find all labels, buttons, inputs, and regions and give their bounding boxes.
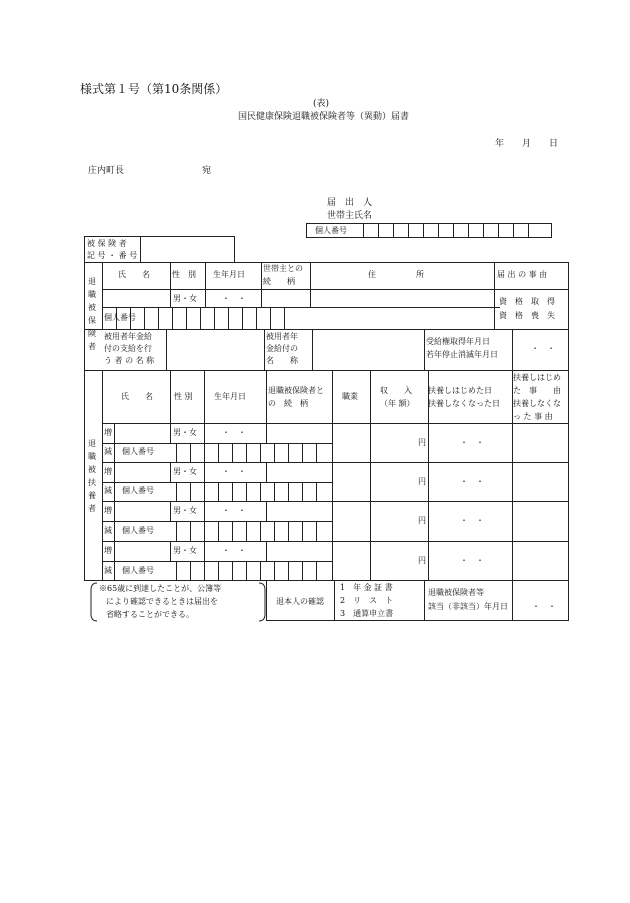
dependent-4-support-dots: ・ ・ (460, 556, 484, 565)
right-date-label-1: 受給権取得年月日 (426, 337, 490, 346)
dependent-1-increase[interactable]: 増 (104, 428, 112, 437)
right-date-label-2: 若年停止消滅年月日 (426, 350, 498, 359)
dependent-2-sex: 男・女 (173, 467, 197, 476)
dependent-1-birth-dots: ・ ・ (222, 428, 246, 437)
form-number: 様式第１号（第10条関係） (80, 82, 228, 96)
confirm-option-1[interactable]: 1 年 金 証 書 (340, 583, 393, 592)
retiree-col-relation-2: 続 柄 (263, 277, 295, 286)
dependents-col-support-2: 扶養しなくなった日 (428, 399, 500, 408)
main-table (84, 262, 569, 581)
dependent-1-yen: 円 (418, 438, 426, 447)
dependent-4-sex: 男・女 (173, 546, 197, 555)
note-line-1: ※65歳に到達したことが、公簿等 (99, 584, 222, 593)
dependent-4-yen: 円 (418, 556, 426, 565)
dependent-3-sex: 男・女 (173, 506, 197, 515)
dependent-2-decrease[interactable]: 減 (104, 486, 112, 495)
dependent-2-birth-dots: ・ ・ (222, 467, 246, 476)
payer-label-1: 被用者年金給 (104, 332, 152, 341)
dependent-2-yen: 円 (418, 477, 426, 486)
insured-number-label-1: 被 保 険 者 (87, 239, 127, 248)
dependents-col-reason-2: た 事 由 (513, 386, 561, 395)
dependent-4-decrease[interactable]: 減 (104, 566, 112, 575)
retiree-col-relation-1: 世帯主との (263, 264, 303, 273)
retiree-col-reason: 届 出 の 事 由 (497, 270, 548, 279)
retiree-col-name: 氏 名 (118, 270, 150, 279)
notifier-label: 届 出 人 (327, 198, 373, 208)
dependent-4-birth-dots: ・ ・ (222, 546, 246, 555)
dependents-col-income-2: （年 額） (380, 399, 415, 408)
retiree-col-birth: 生年月日 (213, 270, 245, 279)
dependent-4-personal-number-label: 個人番号 (122, 566, 154, 575)
notifier-personal-number[interactable] (306, 223, 552, 238)
confirm-label: 退本人の確認 (276, 597, 324, 606)
dependent-1-personal-number-label: 個人番号 (122, 447, 154, 456)
dependent-3-decrease[interactable]: 減 (104, 526, 112, 535)
dependents-col-birth: 生年月日 (214, 392, 246, 401)
personal-number-label: 個人番号 (315, 226, 347, 235)
retiree-birth-dots: ・ ・ (222, 294, 246, 303)
dependents-col-reason-4: っ た 事 由 (513, 412, 553, 421)
reason-acquire[interactable]: 資 格 取 得 (499, 297, 555, 306)
dependents-col-reason-3: 扶養しなくな (513, 399, 561, 408)
form-side-label: (表) (313, 99, 330, 109)
status-label-2: 該当（非該当）年月日 (428, 602, 508, 611)
payer-label-2: 付の支給を行 (104, 344, 152, 353)
status-dots: ・ ・ (532, 602, 556, 611)
dependents-col-reason-1: 扶養しはじめ (513, 373, 561, 382)
pension-label-3: 名 称 (266, 356, 298, 365)
dependent-4-increase[interactable]: 増 (104, 546, 112, 555)
dependents-col-relation-2: の 続 柄 (268, 399, 308, 408)
reason-lose[interactable]: 資 格 喪 失 (499, 311, 555, 320)
note-bracket-right (258, 582, 266, 622)
retiree-col-sex: 性 別 (172, 270, 196, 279)
dependent-2-increase[interactable]: 増 (104, 467, 112, 476)
dependent-3-support-dots: ・ ・ (460, 516, 484, 525)
dependent-3-increase[interactable]: 増 (104, 506, 112, 515)
dependents-col-relation-1: 退職被保険者と (268, 386, 324, 395)
householder-name-label: 世帯主氏名 (327, 211, 373, 221)
dependents-col-job: 職業 (342, 392, 358, 401)
dependent-2-support-dots: ・ ・ (460, 477, 484, 486)
retiree-personal-number-label: 個人番号 (104, 313, 136, 322)
dependents-col-sex: 性 別 (174, 392, 193, 401)
payer-label-3: う 者 の 名 称 (104, 356, 155, 365)
date-line: 年 月 日 (495, 139, 559, 149)
right-date-dots: ・ ・ (531, 344, 555, 353)
status-label-1: 退職被保険者等 (428, 588, 484, 597)
dependents-col-name: 氏 名 (121, 392, 153, 401)
dependent-1-sex: 男・女 (173, 428, 197, 437)
pension-label-2: 金給付の (266, 344, 298, 353)
insured-number-label-2: 記 号 ・ 番 号 (87, 251, 138, 260)
confirm-option-2[interactable]: 2 リ ス ト (340, 596, 394, 605)
dependent-1-decrease[interactable]: 減 (104, 447, 112, 456)
dependents-side-label: 退職被扶養者 (88, 439, 96, 513)
dependent-1-support-dots: ・ ・ (460, 438, 484, 447)
dependents-col-income-1: 収 入 (380, 386, 412, 395)
confirm-option-3[interactable]: 3 通算申立書 (340, 609, 394, 618)
insured-number-box[interactable] (84, 236, 235, 263)
dependent-2-personal-number-label: 個人番号 (122, 486, 154, 495)
retiree-col-address: 住 所 (368, 270, 424, 279)
dependent-3-personal-number-label: 個人番号 (122, 526, 154, 535)
note-line-2: により確認できるときは届出を (106, 597, 218, 606)
retiree-side-label: 退職被保険者 (88, 277, 96, 351)
form-title: 国民健康保険退職被保険者等（異動）届書 (238, 112, 410, 122)
pension-label-1: 被用者年 (266, 332, 298, 341)
addressee-suffix: 宛 (202, 166, 212, 176)
addressee: 庄内町長 (88, 166, 125, 176)
dependents-col-support-1: 扶養しはじめた日 (428, 386, 492, 395)
retiree-sex-value: 男・女 (173, 294, 197, 303)
dependent-3-yen: 円 (418, 516, 426, 525)
note-line-3: 省略することができる。 (106, 610, 194, 619)
note-bracket-left (90, 582, 98, 622)
dependent-3-birth-dots: ・ ・ (222, 506, 246, 515)
